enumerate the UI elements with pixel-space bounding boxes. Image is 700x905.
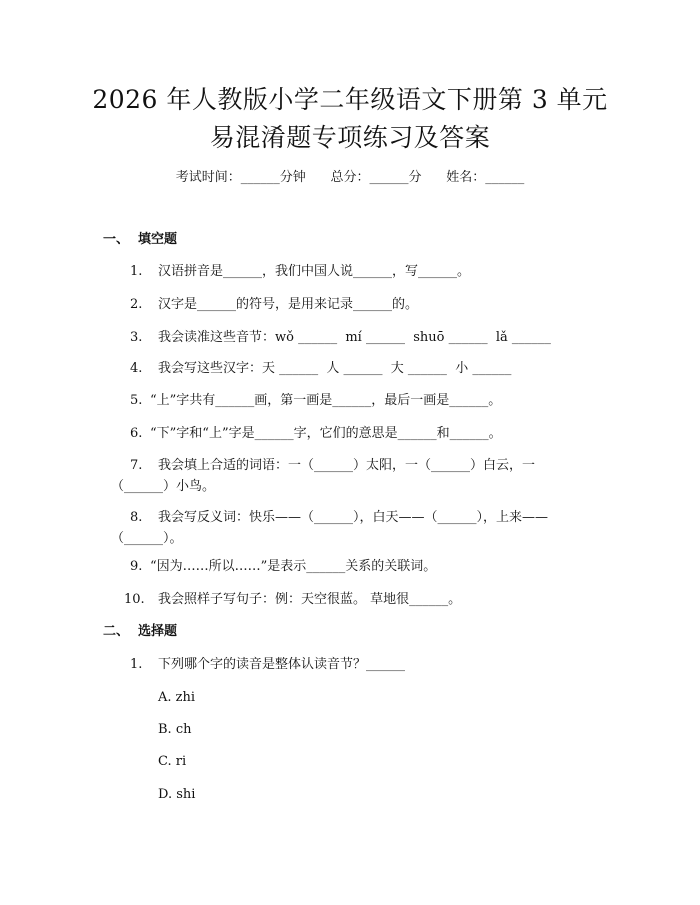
question-number: 2. (130, 297, 143, 312)
answer-option: C. ri (158, 754, 187, 769)
question-number: 9. (130, 559, 143, 574)
question-number: 6. (130, 426, 143, 441)
question-text: 我会写这些汉字：天 ______ 人 ______ 大 ______ 小 ______ (158, 361, 512, 376)
document-title-line-2: 易混淆题专项练习及答案 (209, 123, 491, 152)
question-number: 8. (130, 510, 143, 525)
exam-meta-line: 考试时间：______分钟 总分：______分 姓名：______ (175, 170, 525, 185)
answer-option: B. ch (158, 722, 192, 737)
question-text: “上”字共有______画，第一画是______，最后一画是______。 (150, 393, 502, 408)
question-text: 汉语拼音是______，我们中国人说______，写______。 (158, 264, 471, 279)
question-text-continuation: （______）小鸟。 (111, 479, 216, 494)
question-text: 汉字是______的符号，是用来记录______的。 (158, 297, 419, 312)
question-number: 1. (130, 264, 143, 279)
section-heading-multiple-choice: 二、 选择题 (103, 624, 178, 639)
question-text: 下列哪个字的读音是整体认读音节？______ (158, 657, 406, 672)
question-number: 1. (130, 657, 143, 672)
question-text: 我会填上合适的词语：一（______）太阳，一（______）白云，一 (158, 458, 536, 473)
question-text-continuation: （______）。 (111, 531, 183, 546)
document-title-line-1: 2026 年人教版小学二年级语文下册第 3 单元 (92, 85, 608, 114)
answer-option: A. zhi (158, 690, 196, 705)
question-text: 我会读准这些音节：wǒ ______ mí ______ shuō ______ lǎ ______ (158, 330, 551, 345)
question-number: 4. (130, 361, 143, 376)
question-number: 7. (130, 458, 143, 473)
question-number: 3. (130, 330, 143, 345)
question-number: 5. (130, 393, 143, 408)
answer-option: D. shi (158, 787, 196, 802)
question-text: “因为……所以……”是表示______关系的关联词。 (150, 559, 437, 574)
section-heading-fill-in: 一、 填空题 (103, 232, 178, 247)
question-text: 我会照样子写句子：例：天空很蓝。 草地很______。 (158, 592, 462, 607)
question-text: “下”字和“上”字是______字，它们的意思是______和______。 (150, 426, 502, 441)
question-text: 我会写反义词：快乐——（______），白天——（______），上来—— (158, 510, 549, 525)
question-number: 10. (124, 592, 145, 607)
